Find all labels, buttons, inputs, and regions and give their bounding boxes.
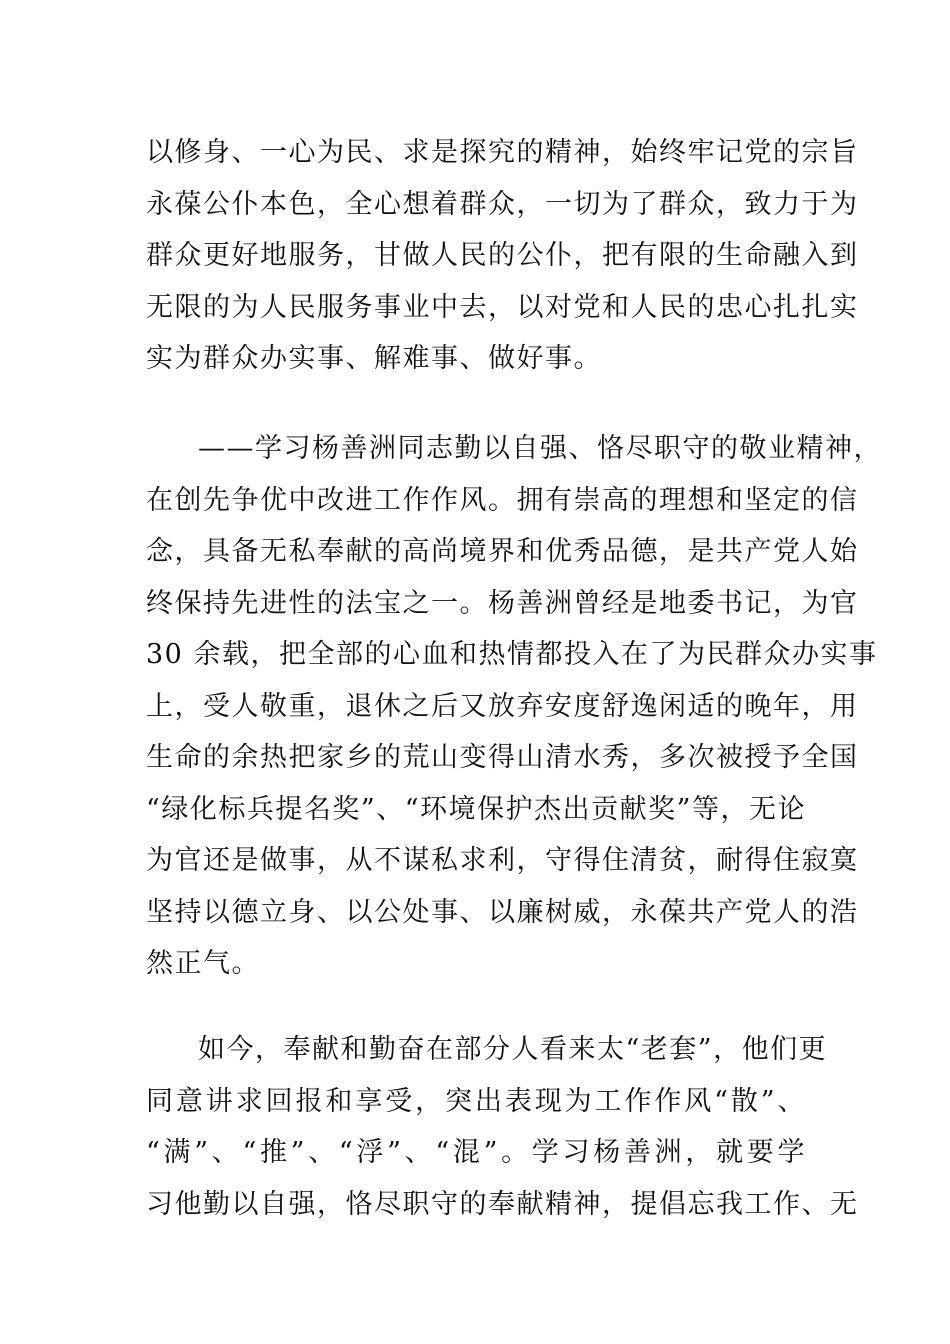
paragraph-line: 群众更好地服务，甘做人民的公仆，把有限的生命融入到 <box>146 240 859 271</box>
paragraph-line: 以修身、一心为民、求是探究的精神，始终牢记党的宗旨 <box>146 137 859 168</box>
paragraph-line: 无限的为人民服务事业中去，以对党和人民的忠心扎扎实 <box>146 291 859 323</box>
paragraph-line: 然正气。 <box>146 948 260 979</box>
paragraph-2 <box>146 423 882 990</box>
paragraph-line: 坚持以德立身、以公处事、以廉树威，永葆共产党人的浩 <box>146 896 859 928</box>
paragraph-line: 为官还是做事，从不谋私求利，守得住清贫，耐得住寂寞 <box>146 845 859 876</box>
paragraph-1 <box>146 127 859 385</box>
paragraph-line: 实为群众办实事、解难事、做好事。 <box>146 343 602 374</box>
paragraph-line: “绿化标兵提名奖”、“环境保护杰出贡献奖”等，无论 <box>146 793 806 825</box>
paragraph-line: 终保持先进性的法宝之一。杨善洲曾经是地委书记，为官 <box>146 587 859 619</box>
paragraph-line: 同意讲求回报和享受，突出表现为工作作风“散”、 <box>146 1085 806 1117</box>
paragraph-line: “满”、“推”、“浮”、“混”。学习杨善洲，就要学 <box>146 1137 806 1168</box>
paragraph-3 <box>146 1024 859 1230</box>
paragraph-line: 念，具备无私奉献的高尚境界和优秀品德，是共产党人始 <box>146 536 859 567</box>
paragraph-line: ——学习杨善洲同志勤以自强、恪尽职守的敬业精神， <box>198 433 882 464</box>
paragraph-line: 生命的余热把家乡的荒山变得山清水秀，多次被授予全国 <box>146 742 859 773</box>
paragraph-line: 如今，奉献和勤奋在部分人看来太“老套”，他们更 <box>198 1034 828 1065</box>
paragraph-line: 习他勤以自强，恪尽职守的奉献精神，提倡忘我工作、无 <box>146 1188 859 1220</box>
paragraph-line: 30 余载，把全部的心血和热情都投入在了为民群众办实事 <box>146 639 878 670</box>
paragraph-line: 在创先争优中改进工作作风。拥有崇高的理想和坚定的信 <box>146 484 859 516</box>
paragraph-line: 永葆公仆本色，全心想着群众，一切为了群众，致力于为 <box>146 188 859 220</box>
paragraph-line: 上，受人敬重，退休之后又放弃安度舒逸闲适的晚年，用 <box>146 690 859 722</box>
